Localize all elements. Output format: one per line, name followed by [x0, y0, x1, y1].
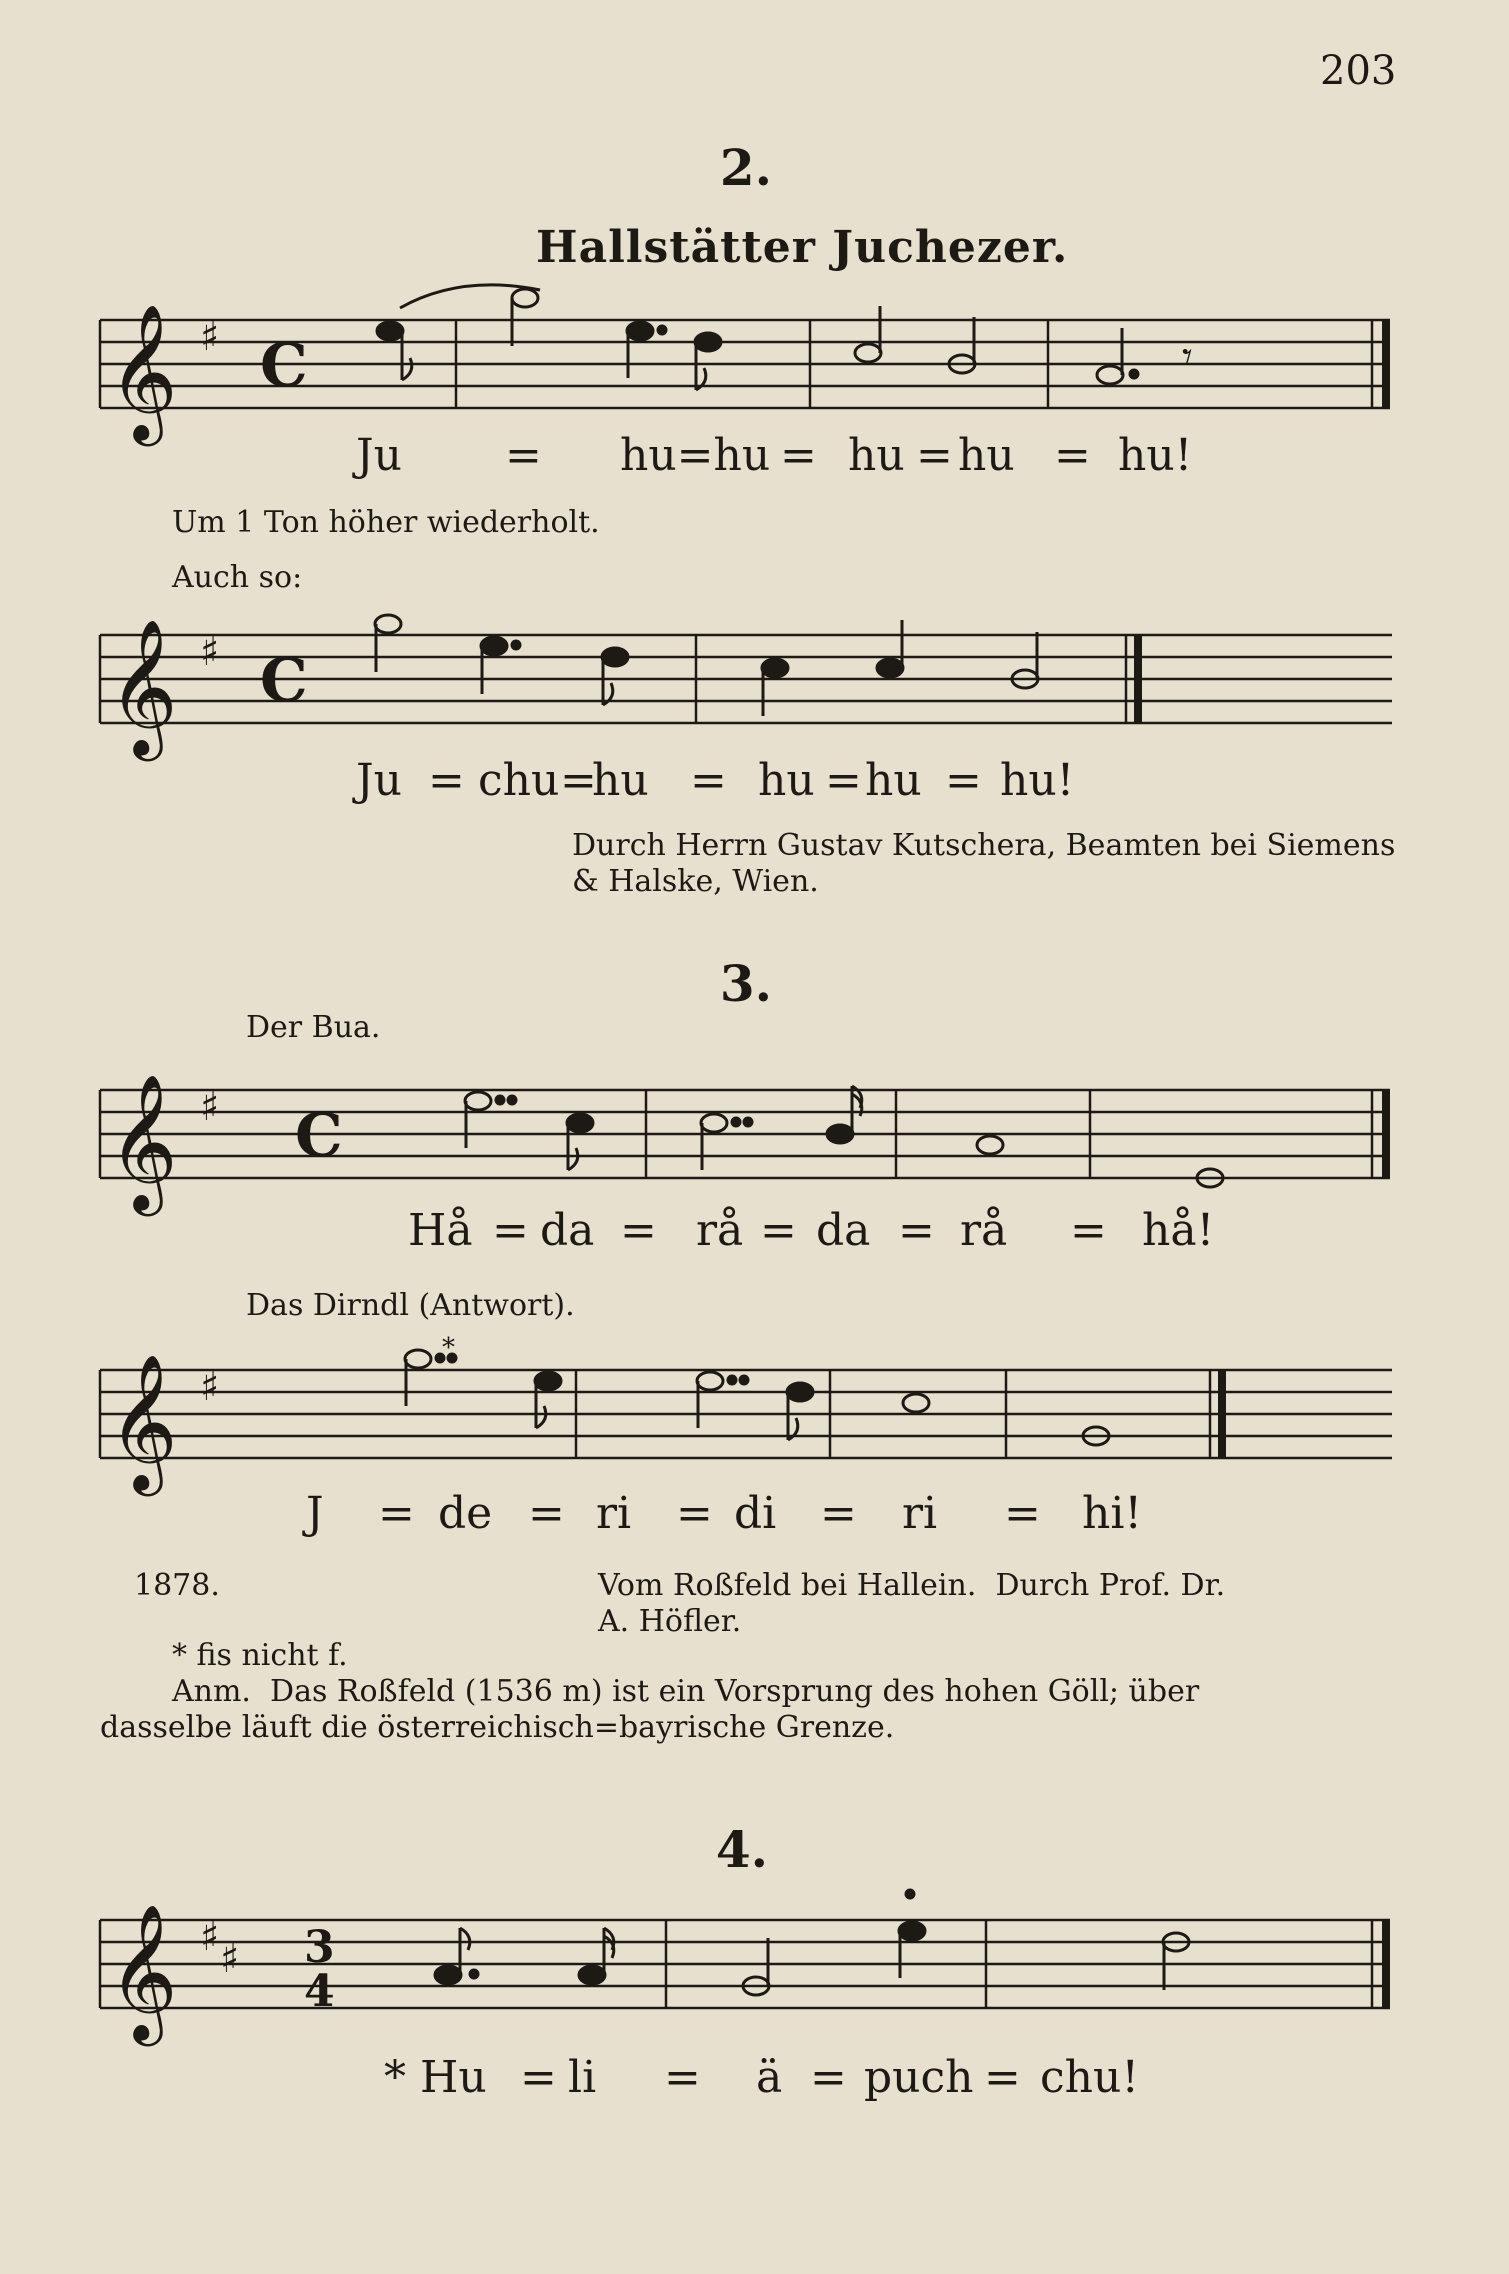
year: 1878. — [134, 1568, 220, 1603]
lyric-hyphen: = — [560, 755, 597, 806]
sharp-icon: ♯ — [200, 1084, 220, 1130]
lyric-hyphen: = — [664, 2052, 701, 2103]
lyric-syllable: da — [816, 1205, 871, 1256]
sharp-icon: ♯ — [200, 314, 220, 360]
lyric-hyphen: = — [898, 1205, 935, 1256]
lyric-hyphen: = — [690, 755, 727, 806]
lyric-syllable: hu — [865, 755, 922, 806]
lyric-hyphen: = — [984, 2052, 1021, 2103]
music-staff-2 — [100, 600, 1400, 764]
music-staff-5 — [100, 1880, 1400, 2044]
lyric-syllable: hi! — [1082, 1488, 1143, 1539]
treble-clef-icon: 𝄞 — [108, 617, 178, 755]
lyric-syllable: chu! — [1040, 2052, 1139, 2103]
treble-clef-icon: 𝄞 — [108, 1072, 178, 1210]
lyric-syllable: hå! — [1142, 1205, 1215, 1256]
lyric-hyphen: = — [1004, 1488, 1041, 1539]
time-signature-top: 3 — [304, 1922, 335, 1973]
piece-number-4: 4. — [715, 1820, 769, 1879]
treble-clef-icon: 𝄞 — [108, 302, 178, 440]
lyric-hyphen: = — [505, 430, 542, 481]
page-number: 203 — [1320, 48, 1397, 94]
common-time-icon: C — [295, 1101, 343, 1171]
treble-clef-icon: 𝄞 — [108, 1352, 178, 1490]
lyric-syllable: hu! — [1000, 755, 1075, 806]
lyric-syllable: da — [540, 1205, 595, 1256]
sharp-icon: ♯ — [200, 629, 220, 675]
music-staff-3 — [100, 1050, 1400, 1214]
treble-clef-icon: 𝄞 — [108, 1902, 178, 2040]
common-time-icon: C — [260, 331, 308, 401]
lyric-syllable: rå — [696, 1205, 744, 1256]
lyric-syllable: Ju — [356, 755, 402, 806]
piece-number-2: 2. — [719, 138, 773, 197]
lyric-hyphen: = — [825, 755, 862, 806]
sharp-icon: ♯ — [220, 1936, 240, 1982]
eighth-rest-icon: 𝄾 — [1182, 334, 1193, 380]
time-signature-bottom: 4 — [304, 1966, 335, 2017]
remark-line: dasselbe läuft die österreichisch=bayrische Grenze. — [100, 1710, 895, 1745]
lyric-syllable: hu — [958, 430, 1015, 481]
lyric-syllable: hu! — [1118, 430, 1193, 481]
source-line: A. Höfler. — [598, 1604, 742, 1639]
lyric-syllable: chu — [478, 755, 560, 806]
lyric-syllable: de — [438, 1488, 493, 1539]
lyric-hyphen: = — [492, 1205, 529, 1256]
sharp-icon: ♯ — [200, 1914, 220, 1960]
lyric-hyphen: = — [916, 430, 953, 481]
lyric-syllable: di — [734, 1488, 777, 1539]
lyric-syllable: Ju — [356, 430, 402, 481]
remark-line: Anm. Das Roßfeld (1536 m) ist ein Vorsprung des hohen Göll; über — [172, 1674, 1200, 1709]
lyric-hyphen: = — [428, 755, 465, 806]
performance-note: Um 1 Ton höher wiederholt. — [172, 505, 600, 540]
common-time-icon: C — [260, 646, 308, 716]
lyric-hyphen: = — [520, 2052, 557, 2103]
lyric-syllable: hu — [758, 755, 815, 806]
music-staff-4 — [100, 1330, 1400, 1494]
lyric-hyphen: = — [810, 2052, 847, 2103]
lyric-syllable: hu — [592, 755, 649, 806]
lyric-syllable: rå — [960, 1205, 1008, 1256]
footnote: * fis nicht f. — [172, 1638, 348, 1673]
lyric-syllable: hu=hu — [620, 430, 771, 481]
staff-label: Das Dirndl (Antwort). — [246, 1288, 575, 1323]
source-line: Vom Roßfeld bei Hallein. Durch Prof. Dr. — [598, 1568, 1226, 1603]
lyric-syllable: Hå — [408, 1205, 473, 1256]
lyric-hyphen: = — [760, 1205, 797, 1256]
lyric-hyphen: = — [676, 1488, 713, 1539]
lyric-hyphen: = — [528, 1488, 565, 1539]
lyric-syllable: puch — [864, 2052, 974, 2103]
staff-label: Auch so: — [172, 560, 303, 595]
piece-number-3: 3. — [719, 954, 773, 1013]
lyric-hyphen: = — [945, 755, 982, 806]
lyric-hyphen: = — [820, 1488, 857, 1539]
lyric-hyphen: = — [780, 430, 817, 481]
music-staff-1 — [100, 280, 1400, 444]
lyric-syllable: ä — [756, 2052, 783, 2103]
asterisk-icon: * — [442, 1333, 455, 1363]
lyric-syllable: J — [306, 1488, 324, 1539]
piece-title: Hallstätter Juchezer. — [536, 222, 1069, 273]
lyric-syllable: * Hu — [384, 2052, 487, 2103]
sharp-icon: ♯ — [200, 1364, 220, 1410]
source-line: & Halske, Wien. — [572, 864, 819, 899]
source-line: Durch Herrn Gustav Kutschera, Beamten bei Siemens — [572, 828, 1396, 863]
lyric-hyphen: = — [1054, 430, 1091, 481]
staff-label: Der Bua. — [246, 1010, 381, 1045]
lyric-hyphen: = — [1070, 1205, 1107, 1256]
lyric-syllable: hu — [848, 430, 905, 481]
lyric-syllable: li — [568, 2052, 597, 2103]
lyric-syllable: ri — [902, 1488, 938, 1539]
lyric-syllable: ri — [596, 1488, 632, 1539]
lyric-hyphen: = — [620, 1205, 657, 1256]
lyric-hyphen: = — [378, 1488, 415, 1539]
